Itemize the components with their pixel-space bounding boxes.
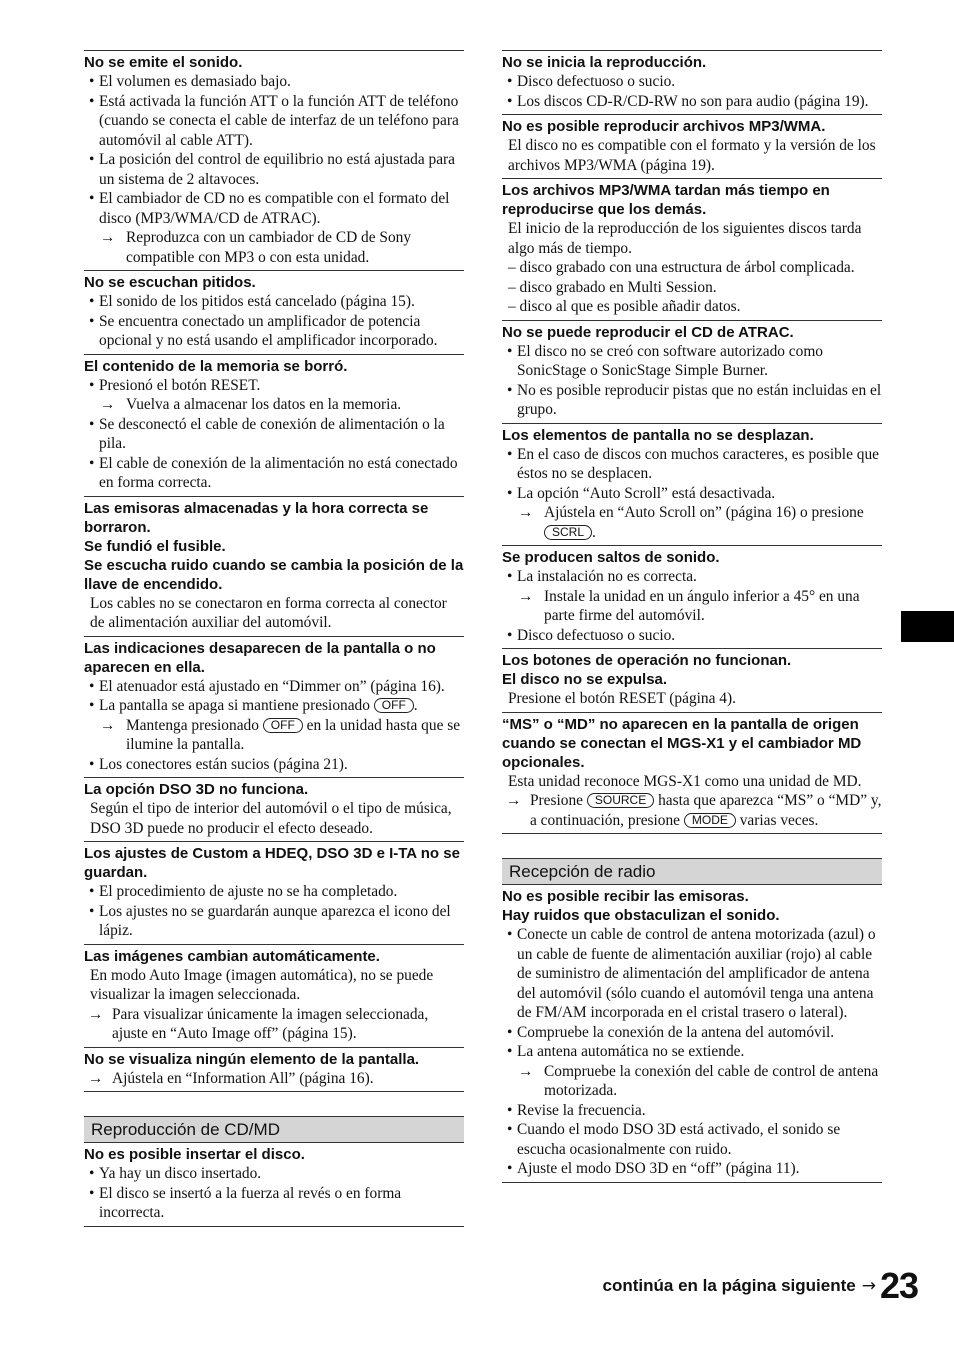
arrow-icon: → [518, 587, 534, 605]
arrow-icon: → [88, 1069, 104, 1087]
heading: No es posible insertar el disco. [84, 1146, 305, 1163]
remedy-item [502, 791, 882, 830]
dash-item: – disco grabado en Multi Session. [508, 278, 717, 296]
list-item: • La pantalla se apaga si mantiene presionado OFF . [84, 696, 464, 716]
page-footer [603, 1262, 918, 1310]
paragraph: Los cables no se conectaron en forma correcta al conector de alimentación auxiliar del automóvil. [90, 594, 447, 631]
item-text: La pantalla se apaga si mantiene presionado [99, 697, 370, 714]
remedy-item [84, 1069, 464, 1089]
list-item: • Está activada la función ATT o la función ATT de teléfono (cuando se conecta el cable de interfaz de un teléfono para automóvil al cable ATT). [84, 92, 464, 151]
heading: No se escuchan pitidos. [84, 274, 256, 291]
heading: No se inicia la reproducción. [502, 54, 707, 71]
heading: Las emisoras almacenadas y la hora correcta se borraron. [84, 499, 429, 536]
trouble-mp3-playback [502, 114, 882, 178]
arrow-icon: → [518, 504, 534, 521]
remedy-text: Compruebe la conexión del cable de control de antena motorizada. [544, 1062, 879, 1099]
section-title-cd-md: Reproducción de CD/MD [84, 1116, 464, 1143]
remedy-item [502, 587, 882, 626]
list-item: • La antena automática no se extiende. [502, 1042, 882, 1062]
paragraph: Según el tipo de interior del automóvil o el tipo de música, DSO 3D puede no producir el efecto deseado. [90, 800, 452, 837]
list-item: • Conecte un cable de control de antena motorizada (azul) o un cable de fuente de alimentación auxiliar (rojo) al cable de suministro de alimentación del amplificador de antena del automóvil (sólo cuando el automóvil tenga una antena de FM/AM incorporada en el cristal trasero o lateral). [502, 925, 882, 1023]
remedy-item: → Ajústela en “Auto Scroll on” (página 16) o presione SCRL . [518, 504, 864, 541]
list-item: • Ajuste el modo DSO 3D en “off” (página 11). [502, 1159, 882, 1179]
list-item: • El sonido de los pitidos está cancelado (página 15). [84, 292, 464, 312]
list-item: • Presionó el botón RESET. [84, 376, 464, 396]
remedy-item [84, 716, 464, 755]
list-item: • Revise la frecuencia. [502, 1101, 882, 1121]
trouble-dso [84, 777, 464, 841]
arrow-icon: → [518, 1062, 534, 1080]
section-title-radio: Recepción de radio [502, 858, 882, 885]
list-item: • Los discos CD-R/CD-RW no son para audio (página 19). [502, 92, 882, 112]
list-item: • El atenuador está ajustado en “Dimmer on” (página 16). [84, 677, 464, 697]
trouble-images [84, 944, 464, 1047]
trouble-sound-skips [502, 545, 882, 648]
section-tab-marker [901, 611, 954, 642]
trouble-scroll [502, 423, 882, 546]
trouble-memory-erased [84, 354, 464, 496]
list-item: • En el caso de discos con muchos caracteres, es posible que éstos no se desplacen. [502, 445, 882, 484]
heading: Los botones de operación no funcionan. [502, 652, 792, 669]
remedy-text: en la unidad hasta que se ilumine la pantalla. [126, 716, 461, 753]
remedy-text: hasta que aparezca “MS” o “MD” y, a continuación, presione [530, 792, 882, 829]
heading: “MS” o “MD” no aparecen en la pantalla de origen cuando se conectan el MGS-X1 y el cambiador MD opcionales. [502, 715, 862, 771]
heading: Las imágenes cambian automáticamente. [84, 947, 380, 965]
trouble-custom-settings [84, 841, 464, 944]
page-number: 23 [879, 1265, 918, 1306]
source-button-icon: SOURCE [587, 793, 654, 808]
trouble-no-playback [502, 50, 882, 114]
remedy-text: Vuelva a almacenar los datos en la memoria. [126, 396, 402, 413]
list-item: • Se desconectó el cable de conexión de alimentación o la pila. [84, 415, 464, 454]
heading: No es posible reproducir archivos MP3/WMA. [502, 118, 826, 135]
arrow-icon: → [506, 792, 522, 809]
continue-note: continúa en la página siguiente [602, 1276, 856, 1295]
heading: No se puede reproducir el CD de ATRAC. [502, 323, 794, 341]
list-item: • El volumen es demasiado bajo. [84, 72, 464, 92]
paragraph: El inicio de la reproducción de los siguientes discos tarda algo más de tiempo. [508, 220, 862, 257]
arrow-icon: → [100, 396, 116, 413]
left-column [84, 50, 464, 1227]
trouble-no-display [84, 1047, 464, 1093]
scrl-button-icon: SCRL [544, 525, 592, 540]
heading: Los elementos de pantalla no se desplazan. [502, 426, 814, 444]
list-item: • Se encuentra conectado un amplificador de potencia opcional y no está usando el amplificador incorporado. [84, 312, 464, 351]
heading: La opción DSO 3D no funciona. [84, 781, 309, 798]
list-item: • Ya hay un disco insertado. [84, 1164, 464, 1184]
list-item: • Disco defectuoso o sucio. [502, 626, 882, 646]
trouble-buttons [502, 648, 882, 712]
heading: No se visualiza ningún elemento de la pantalla. [84, 1050, 420, 1068]
off-button-icon: OFF [263, 718, 303, 733]
remedy-text: Mantenga presionado [126, 716, 259, 734]
arrow-icon: → [100, 229, 116, 246]
remedy-text: varias veces. [739, 811, 819, 829]
trouble-insert-disc [84, 1143, 464, 1227]
heading: El disco no se expulsa. [502, 671, 668, 688]
arrow-icon: → [861, 1276, 876, 1296]
heading: El contenido de la memoria se borró. [84, 357, 348, 375]
right-column [502, 50, 882, 1183]
remedy-item [84, 395, 464, 415]
heading: No se emite el sonido. [84, 54, 243, 71]
mode-button-icon: MODE [684, 813, 736, 828]
paragraph: Presione el botón RESET (página 4). [508, 690, 736, 707]
heading: Se fundió el fusible. [84, 537, 226, 555]
trouble-stations-erased [84, 496, 464, 636]
list-item: • La opción “Auto Scroll” está desactivada. [502, 484, 882, 504]
heading: Las indicaciones desaparecen de la pantalla o no aparecen en ella. [84, 639, 436, 676]
list-item: • La instalación no es correcta. [502, 567, 882, 587]
remedy-text: Ajústela en “Auto Scroll on” (página 16) o presione [544, 504, 864, 521]
remedy-item [502, 1062, 882, 1101]
list-item: • El disco no se creó con software autorizado como SonicStage o SonicStage Simple Burner. [502, 342, 882, 381]
remedy-text: Reproduzca con un cambiador de CD de Sony compatible con MP3 o con esta unidad. [126, 229, 412, 266]
arrow-icon: → [88, 1005, 104, 1023]
remedy-text: Presione [530, 792, 584, 809]
heading: Se producen saltos de sonido. [502, 549, 720, 566]
paragraph: El disco no es compatible con el formato y la versión de los archivos MP3/WMA (página 19). [508, 137, 876, 174]
list-item: • La posición del control de equilibrio no está ajustada para un sistema de 2 altavoces. [84, 150, 464, 189]
list-item: • El procedimiento de ajuste no se ha completado. [84, 882, 464, 902]
list-item: • El disco se insertó a la fuerza al revés o en forma incorrecta. [84, 1184, 464, 1223]
remedy-text: Ajústela en “Information All” (página 16). [112, 1069, 374, 1087]
list-item: • El cambiador de CD no es compatible con el formato del disco (MP3/WMA/CD de ATRAC). [84, 189, 464, 228]
list-item: • El cable de conexión de la alimentación no está conectado en forma correcta. [84, 454, 464, 493]
trouble-no-sound [84, 50, 464, 270]
remedy-text: Para visualizar únicamente la imagen seleccionada, ajuste en “Auto Image off” (página 15). [112, 1005, 429, 1042]
list-item: • Disco defectuoso o sucio. [502, 72, 882, 92]
list-item: • Los conectores están sucios (página 21). [84, 755, 464, 775]
trouble-radio-reception [502, 885, 882, 1183]
paragraph: Esta unidad reconoce MGS-X1 como una unidad de MD. [508, 772, 862, 790]
remedy-item [84, 228, 464, 267]
trouble-ms-md [502, 712, 882, 835]
heading: Los archivos MP3/WMA tardan más tiempo en reproducirse que los demás. [502, 182, 830, 218]
trouble-mp3-slow [502, 178, 882, 320]
off-button-icon: OFF [374, 698, 414, 713]
list-item: • No es posible reproducir pistas que no están incluidas en el grupo. [502, 381, 882, 420]
heading: Se escucha ruido cuando se cambia la posición de la llave de encendido. [84, 556, 464, 593]
arrow-icon: → [100, 716, 116, 734]
trouble-no-beep [84, 270, 464, 354]
dash-item: – disco al que es posible añadir datos. [508, 298, 741, 315]
heading: Los ajustes de Custom a HDEQ, DSO 3D e I-TA no se guardan. [84, 845, 460, 881]
heading: Hay ruidos que obstaculizan el sonido. [502, 907, 780, 924]
remedy-text: Instale la unidad en un ángulo inferior a 45° en una parte firme del automóvil. [544, 587, 860, 624]
heading: No es posible recibir las emisoras. [502, 888, 749, 905]
list-item: • Compruebe la conexión de la antena del automóvil. [502, 1023, 882, 1043]
paragraph: En modo Auto Image (imagen automática), no se puede visualizar la imagen seleccionada. [90, 966, 434, 1003]
remedy-item [84, 1005, 464, 1044]
dash-item: – disco grabado con una estructura de árbol complicada. [508, 259, 855, 276]
trouble-atrac [502, 320, 882, 423]
trouble-display [84, 636, 464, 778]
list-item: • Cuando el modo DSO 3D está activado, el sonido se escucha ocasionalmente con ruido. [502, 1120, 882, 1159]
list-item: • Los ajustes no se guardarán aunque aparezca el icono del lápiz. [84, 902, 464, 941]
